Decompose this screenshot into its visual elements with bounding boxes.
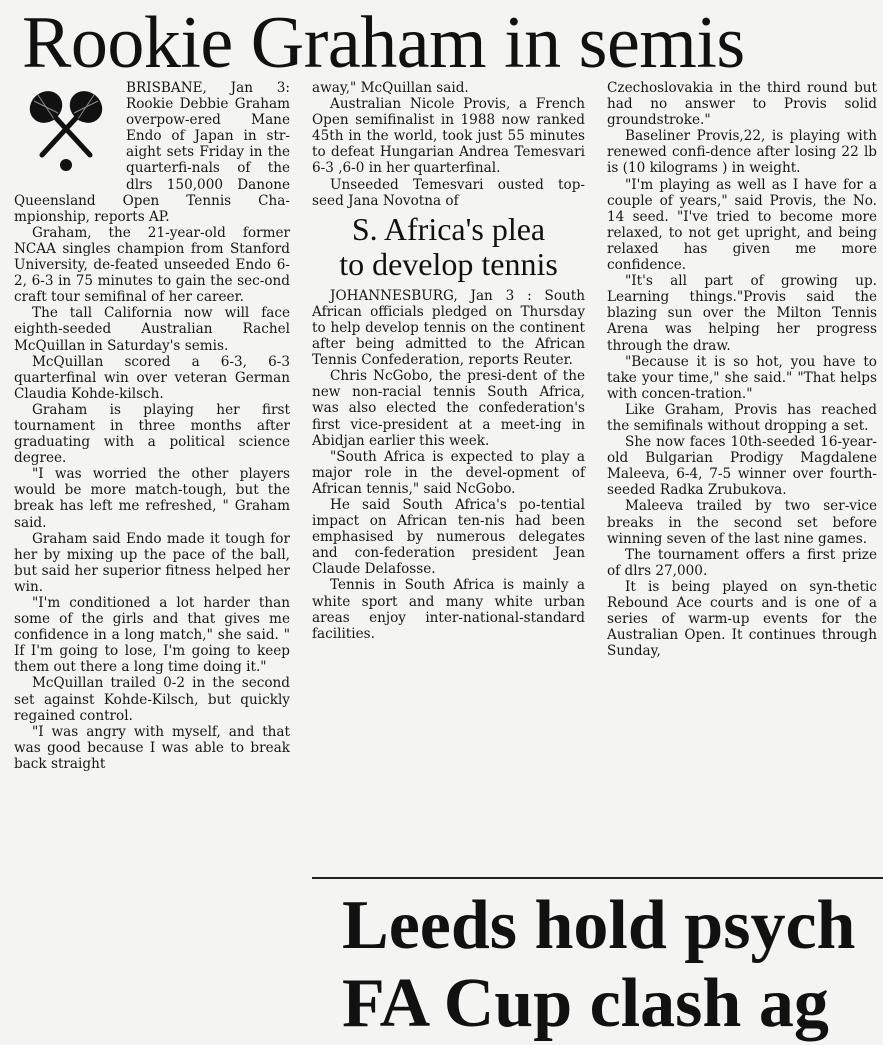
crossed-tennis-rackets-icon (14, 82, 118, 180)
paragraph: Unseeded Temesvari ousted top-seed Jana Novotna of (312, 176, 585, 209)
sub-headline-line-1: S. Africa's plea (351, 210, 546, 247)
paragraph: "I was angry with myself, and that was good because I was able to break back straight (14, 723, 290, 772)
paragraph: "Because it is so hot, you have to take your time," she said." "That helps with concen-tration." (607, 353, 877, 402)
paragraph: Australian Nicole Provis, a French Open semifinalist in 1988 now ranked 45th in the world, took just 55 minutes to defeat Hungarian Andrea Temesvari 6-3 ,6-0 in her quarterfinal. (312, 96, 585, 177)
paragraph: Baseliner Provis,22, is playing with renewed confi-dence after losing 22 lb is (10 kilograms ) in weight. (607, 128, 877, 177)
paragraph: It is being played on syn-thetic Rebound Ace courts and is one of a series of warm-up events for the Australian Open. It continues through Sunday, (607, 578, 877, 660)
paragraph: Maleeva trailed by two ser-vice breaks in the second set before winning seven of the last nine games. (607, 498, 877, 547)
paragraph: The tall California now will face eighth-seeded Australian Rachel McQuillan in Saturday's semis. (14, 305, 290, 354)
paragraph: "It's all part of growing up. Learning things."Provis said the blazing sun over the Milton Tennis Arena was helping her progress through the draw. (607, 273, 877, 354)
article-column-2 (312, 80, 585, 642)
bottom-headline-line-2: FA Cup clash ag (342, 965, 829, 1042)
paragraph: Graham, the 21-year-old former NCAA singles champion from Stanford University, de-feated unseeded Endo 6-2, 6-3 in 75 minutes to gain the sec-ond craft tour semifinal of her career. (14, 224, 290, 306)
paragraph: McQuillan scored a 6-3, 6-3 quarterfinal win over veteran German Claudia Kohde-kilsch. (14, 353, 290, 402)
paragraph: Graham said Endo made it tough for her by mixing up the pace of the ball, but said her superior fitness helped her win. (14, 530, 290, 595)
sub-article-headline (312, 212, 585, 282)
paragraph: Like Graham, Provis has reached the semifinals without dropping a set. (607, 401, 877, 434)
sub-headline-line-2: to develop tennis (339, 245, 558, 282)
paragraph: Tennis in South Africa is mainly a white sport and many white urban areas enjoy inter-national-standard facilities. (312, 577, 585, 642)
paragraph: Czechoslovakia in the third round but had no answer to Provis solid groundstroke." (607, 80, 877, 129)
paragraph: The tournament offers a first prize of dlrs 27,000. (607, 546, 877, 579)
article-column-1 (14, 80, 290, 772)
paragraph: McQuillan trailed 0-2 in the second set against Kohde-Kilsch, but quickly regained control. (14, 675, 290, 724)
section-divider (312, 877, 883, 879)
paragraph: Chris NcGobo, the presi-dent of the new non-racial tennis South Africa, was also elected the confederation's first vice-president at a meet-ing in Abidjan earlier this week. (312, 368, 585, 449)
article-column-3 (607, 80, 877, 659)
paragraph: She now faces 10th-seeded 16-year-old Bulgarian Prodigy Magdalene Maleeva, 6-4, 7-5 winner over fourth-seeded Radka Zrubukova. (607, 434, 877, 499)
paragraph: "South Africa is expected to play a major role in the devel-opment of African tennis," said NcGobo. (312, 448, 585, 497)
paragraph: away," McQuillan said. (312, 80, 469, 96)
paragraph: "I'm conditioned a lot harder than some of the girls and that gives me confidence in a long match," she said. " If I'm going to lose, I'm going to keep them out there a long time doing it." (14, 595, 290, 676)
paragraph: He said South Africa's po-tential impact on African ten-nis had been emphasised by numerous delegates and con-federation president Jean Claude Delafosse. (312, 496, 585, 578)
paragraph: "I was worried the other players would be more match-tough, but the break has left me refreshed, " Graham said. (14, 466, 290, 531)
paragraph: "I'm playing as well as I have for a couple of years," said Provis, the No. 14 seed. "I've tried to become more relaxed, to not get upright, and being relaxed has given me more confidence. (607, 176, 877, 274)
main-headline: Rookie Graham in semis (22, 2, 745, 84)
paragraph: Graham is playing her first tournament in three months after graduating with a political science degree. (14, 401, 290, 467)
bottom-headline-line-1: Leeds hold psych (342, 887, 856, 964)
paragraph: JOHANNESBURG, Jan 3 : South African officials pledged on Thursday to help develop tennis on the continent after being admitted to the African Tennis Confederation, reports Reuter. (312, 287, 585, 369)
paragraph: BRISBANE, Jan 3: Rookie Debbie Graham overpow-ered Mane Endo of Japan in str-aight sets Friday in the quarterfi-nals of the dlrs 150,000 Danone Queensland Open Tennis Cha-mpionship, reports AP. (14, 80, 290, 225)
